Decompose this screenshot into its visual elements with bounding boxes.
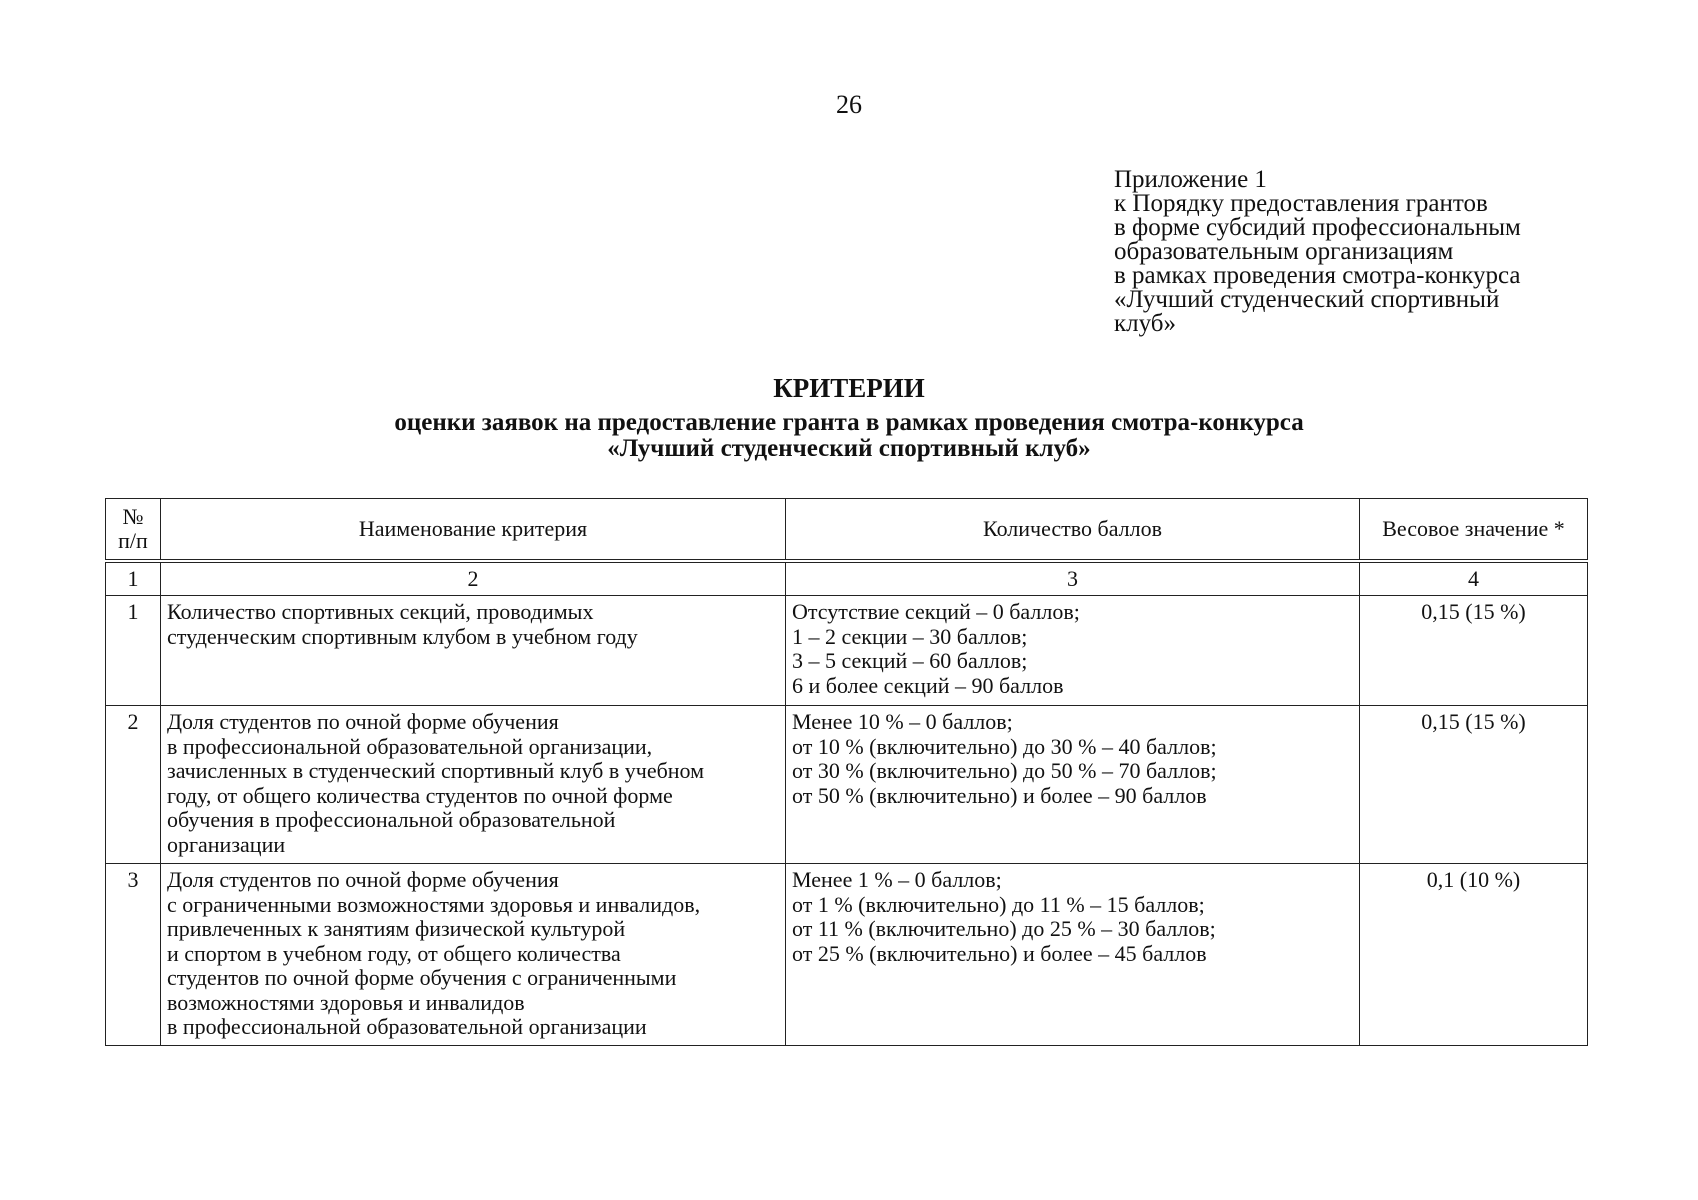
text-line: с ограниченными возможностями здоровья и инвалидов,	[167, 891, 701, 917]
text-line: Менее 10 % – 0 баллов;	[792, 709, 1013, 734]
appendix-line: Приложение 1	[1114, 166, 1267, 193]
header-number	[106, 499, 161, 562]
document-title: КРИТЕРИИ	[773, 373, 925, 403]
criterion-points	[786, 596, 1360, 706]
criterion-weight: 0,1 (10 %)	[1360, 864, 1588, 1046]
column-number: 1	[106, 561, 161, 596]
table-row	[106, 706, 1588, 864]
text-line: студенческим спортивным клубом в учебном году	[167, 623, 638, 649]
header-number-line: №	[122, 503, 144, 529]
page-number: 26	[836, 90, 862, 119]
text-line: в профессиональной образовательной организации,	[167, 733, 653, 759]
text-line: году, от общего количества студентов по очной форме	[167, 782, 673, 808]
document-subtitle	[0, 410, 1698, 462]
row-number: 3	[106, 864, 161, 1046]
appendix-line: клуб»	[1114, 310, 1177, 337]
subtitle-line: оценки заявок на предоставление гранта в рамках проведения смотра-конкурса	[394, 409, 1304, 436]
header-number-line: п/п	[118, 528, 148, 553]
table-header-row	[106, 499, 1588, 562]
table-row	[106, 596, 1588, 706]
text-line: и спортом в учебном году, от общего количества	[167, 940, 621, 966]
text-line: Менее 1 % – 0 баллов;	[792, 867, 1002, 892]
text-line: привлеченных к занятиям физической культурой	[167, 916, 626, 941]
text-line: от 50 % (включительно) и более – 90 баллов	[792, 782, 1207, 808]
header-points: Количество баллов	[786, 499, 1360, 562]
criterion-name	[161, 864, 786, 1046]
text-line: 1 – 2 секции – 30 баллов;	[792, 623, 1028, 649]
subtitle-line: «Лучший студенческий спортивный клуб»	[607, 435, 1091, 462]
header-criterion-name: Наименование критерия	[161, 499, 786, 562]
criterion-name	[161, 596, 786, 706]
text-line: студентов по очной форме обучения с ограниченными	[167, 965, 677, 990]
appendix-line: «Лучший студенческий спортивный	[1114, 286, 1500, 313]
text-line: 3 – 5 секций – 60 баллов;	[792, 648, 1028, 673]
column-number: 2	[161, 561, 786, 596]
column-number: 4	[1360, 561, 1588, 596]
appendix-line: к Порядку предоставления грантов	[1114, 190, 1488, 217]
row-number: 2	[106, 706, 161, 864]
header-weight: Весовое значение *	[1360, 499, 1588, 562]
row-number: 1	[106, 596, 161, 706]
column-number-row	[106, 561, 1588, 596]
text-line: от 11 % (включительно) до 25 % – 30 баллов;	[792, 916, 1216, 941]
appendix-line: в рамках проведения смотра-конкурса	[1114, 262, 1521, 289]
criterion-points	[786, 706, 1360, 864]
criterion-points	[786, 864, 1360, 1046]
text-line: от 10 % (включительно) до 30 % – 40 баллов;	[792, 733, 1217, 759]
text-line: 6 и более секций – 90 баллов	[792, 672, 1064, 698]
column-number: 3	[786, 561, 1360, 596]
text-line: от 30 % (включительно) до 50 % – 70 баллов;	[792, 758, 1217, 783]
table-row	[106, 864, 1588, 1046]
appendix-line: в форме субсидий профессиональным	[1114, 214, 1521, 241]
text-line: организации	[167, 831, 286, 857]
text-line: от 1 % (включительно) до 11 % – 15 баллов;	[792, 891, 1205, 917]
criterion-weight: 0,15 (15 %)	[1360, 706, 1588, 864]
text-line: Доля студентов по очной форме обучения	[167, 709, 559, 734]
text-line: обучения в профессиональной образовательной	[167, 807, 616, 832]
text-line: Отсутствие секций – 0 баллов;	[792, 599, 1080, 624]
text-line: зачисленных в студенческий спортивный клуб в учебном	[167, 758, 705, 783]
criterion-weight: 0,15 (15 %)	[1360, 596, 1588, 706]
text-line: в профессиональной образовательной организации	[167, 1014, 647, 1039]
text-line: Доля студентов по очной форме обучения	[167, 867, 559, 892]
text-line: от 25 % (включительно) и более – 45 баллов	[792, 940, 1207, 966]
criteria-table	[105, 498, 1588, 1046]
criterion-name	[161, 706, 786, 864]
text-line: Количество спортивных секций, проводимых	[167, 599, 594, 624]
text-line: возможностями здоровья и инвалидов	[167, 989, 525, 1015]
appendix-note	[1114, 168, 1634, 336]
appendix-line: образовательным организациям	[1114, 238, 1454, 265]
